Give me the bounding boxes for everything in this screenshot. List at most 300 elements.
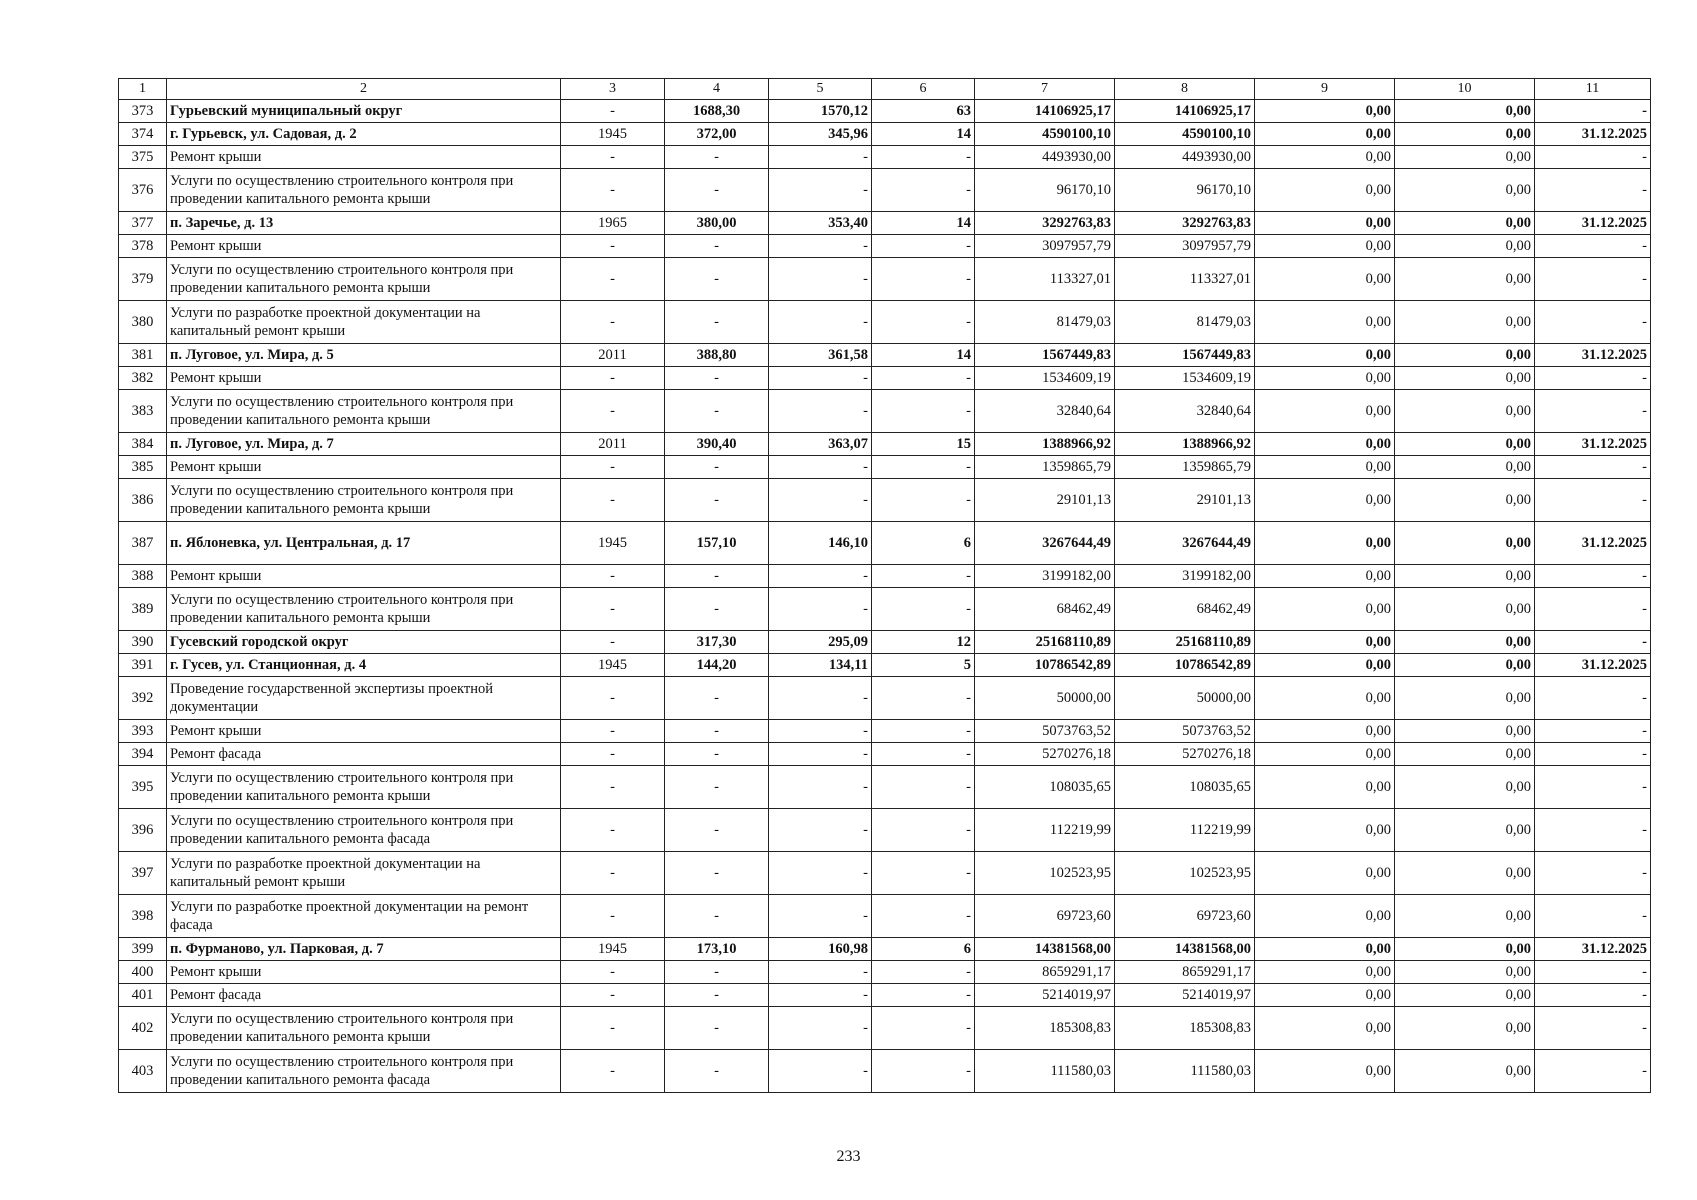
table-row [119,1050,1651,1093]
item-name-cell: Ремонт крыши [167,146,561,169]
residents-cell: 6 [872,938,975,961]
budget-cost-cell: 0,00 [1255,565,1395,588]
total-cost-cell: 3199182,00 [975,565,1115,588]
fund-cost-cell: 29101,13 [1115,479,1255,522]
table-row [119,588,1651,631]
column-header: 7 [975,79,1115,100]
total-area-cell: - [665,367,769,390]
row-number-cell: 402 [119,1007,167,1050]
fund-cost-cell: 5270276,18 [1115,743,1255,766]
year-cell: - [561,852,665,895]
row-number-cell: 381 [119,344,167,367]
column-header: 6 [872,79,975,100]
row-number-cell: 383 [119,390,167,433]
total-area-cell: - [665,235,769,258]
table-row [119,809,1651,852]
row-number-cell: 379 [119,258,167,301]
residents-cell: - [872,301,975,344]
item-name-cell: Ремонт фасада [167,984,561,1007]
total-cost-cell: 1388966,92 [975,433,1115,456]
table-row [119,743,1651,766]
fund-cost-cell: 14106925,17 [1115,100,1255,123]
deadline-cell: - [1535,1007,1651,1050]
year-cell: - [561,1007,665,1050]
table-row [119,344,1651,367]
other-cost-cell: 0,00 [1395,433,1535,456]
other-cost-cell: 0,00 [1395,984,1535,1007]
residents-cell: 14 [872,212,975,235]
budget-cost-cell: 0,00 [1255,938,1395,961]
table-row [119,938,1651,961]
living-area-cell: - [769,809,872,852]
item-name-cell: Ремонт крыши [167,720,561,743]
item-name-cell: Услуги по осуществлению строительного контроля при проведении капитального ремонта фасада [167,1050,561,1093]
fund-cost-cell: 185308,83 [1115,1007,1255,1050]
item-name-cell: Услуги по осуществлению строительного контроля при проведении капитального ремонта крыши [167,390,561,433]
total-cost-cell: 112219,99 [975,809,1115,852]
year-cell: 1945 [561,938,665,961]
other-cost-cell: 0,00 [1395,1050,1535,1093]
other-cost-cell: 0,00 [1395,852,1535,895]
row-number-cell: 373 [119,100,167,123]
fund-cost-cell: 111580,03 [1115,1050,1255,1093]
other-cost-cell: 0,00 [1395,522,1535,565]
budget-cost-cell: 0,00 [1255,766,1395,809]
deadline-cell: - [1535,301,1651,344]
deadline-cell: 31.12.2025 [1535,433,1651,456]
year-cell: - [561,301,665,344]
row-number-cell: 395 [119,766,167,809]
total-area-cell: - [665,720,769,743]
item-name-cell: п. Фурманово, ул. Парковая, д. 7 [167,938,561,961]
total-area-cell: - [665,984,769,1007]
total-cost-cell: 25168110,89 [975,631,1115,654]
table-row [119,1007,1651,1050]
deadline-cell: - [1535,631,1651,654]
total-area-cell: 144,20 [665,654,769,677]
total-cost-cell: 68462,49 [975,588,1115,631]
deadline-cell: 31.12.2025 [1535,938,1651,961]
total-cost-cell: 8659291,17 [975,961,1115,984]
table-row [119,766,1651,809]
living-area-cell: 353,40 [769,212,872,235]
year-cell: 1945 [561,522,665,565]
budget-cost-cell: 0,00 [1255,169,1395,212]
deadline-cell: 31.12.2025 [1535,123,1651,146]
deadline-cell: - [1535,390,1651,433]
living-area-cell: 363,07 [769,433,872,456]
other-cost-cell: 0,00 [1395,809,1535,852]
fund-cost-cell: 1359865,79 [1115,456,1255,479]
total-area-cell: - [665,961,769,984]
year-cell: - [561,479,665,522]
total-cost-cell: 5214019,97 [975,984,1115,1007]
total-area-cell: - [665,895,769,938]
budget-cost-cell: 0,00 [1255,720,1395,743]
budget-cost-cell: 0,00 [1255,852,1395,895]
total-area-cell: - [665,588,769,631]
other-cost-cell: 0,00 [1395,654,1535,677]
year-cell: - [561,677,665,720]
deadline-cell: - [1535,169,1651,212]
table-row [119,852,1651,895]
deadline-cell: - [1535,984,1651,1007]
residents-cell: - [872,809,975,852]
column-header: 5 [769,79,872,100]
table-row [119,301,1651,344]
living-area-cell: - [769,479,872,522]
table-row [119,169,1651,212]
total-cost-cell: 1567449,83 [975,344,1115,367]
living-area-cell: 345,96 [769,123,872,146]
residents-cell: - [872,1007,975,1050]
item-name-cell: г. Гусев, ул. Станционная, д. 4 [167,654,561,677]
total-area-cell: - [665,169,769,212]
other-cost-cell: 0,00 [1395,743,1535,766]
table-row [119,235,1651,258]
deadline-cell: - [1535,961,1651,984]
living-area-cell: - [769,743,872,766]
total-cost-cell: 3097957,79 [975,235,1115,258]
fund-cost-cell: 3097957,79 [1115,235,1255,258]
other-cost-cell: 0,00 [1395,123,1535,146]
table-row [119,654,1651,677]
total-cost-cell: 102523,95 [975,852,1115,895]
year-cell: - [561,588,665,631]
total-area-cell: - [665,390,769,433]
living-area-cell: - [769,146,872,169]
residents-cell: - [872,961,975,984]
item-name-cell: Гурьевский муниципальный округ [167,100,561,123]
item-name-cell: г. Гурьевск, ул. Садовая, д. 2 [167,123,561,146]
total-cost-cell: 113327,01 [975,258,1115,301]
column-number-header-row [119,79,1651,100]
total-cost-cell: 4590100,10 [975,123,1115,146]
fund-cost-cell: 68462,49 [1115,588,1255,631]
total-area-cell: - [665,479,769,522]
item-name-cell: Ремонт крыши [167,367,561,390]
fund-cost-cell: 4493930,00 [1115,146,1255,169]
repair-program-table [118,78,1651,1093]
column-header: 1 [119,79,167,100]
other-cost-cell: 0,00 [1395,961,1535,984]
other-cost-cell: 0,00 [1395,938,1535,961]
year-cell: - [561,169,665,212]
total-area-cell: - [665,456,769,479]
fund-cost-cell: 5214019,97 [1115,984,1255,1007]
item-name-cell: Услуги по осуществлению строительного контроля при проведении капитального ремонта крыши [167,1007,561,1050]
item-name-cell: Ремонт крыши [167,235,561,258]
living-area-cell: - [769,235,872,258]
total-area-cell: - [665,766,769,809]
row-number-cell: 391 [119,654,167,677]
other-cost-cell: 0,00 [1395,212,1535,235]
living-area-cell: - [769,258,872,301]
table-row [119,390,1651,433]
table-row [119,100,1651,123]
row-number-cell: 394 [119,743,167,766]
living-area-cell: - [769,984,872,1007]
budget-cost-cell: 0,00 [1255,100,1395,123]
table-row [119,367,1651,390]
deadline-cell: 31.12.2025 [1535,212,1651,235]
fund-cost-cell: 8659291,17 [1115,961,1255,984]
budget-cost-cell: 0,00 [1255,809,1395,852]
row-number-cell: 376 [119,169,167,212]
deadline-cell: - [1535,743,1651,766]
table-row [119,984,1651,1007]
table-row [119,212,1651,235]
year-cell: - [561,565,665,588]
other-cost-cell: 0,00 [1395,146,1535,169]
residents-cell: - [872,720,975,743]
year-cell: 1965 [561,212,665,235]
year-cell: 2011 [561,433,665,456]
item-name-cell: Услуги по осуществлению строительного контроля при проведении капитального ремонта крыши [167,258,561,301]
living-area-cell: 361,58 [769,344,872,367]
budget-cost-cell: 0,00 [1255,1007,1395,1050]
year-cell: - [561,235,665,258]
living-area-cell: 146,10 [769,522,872,565]
table-row [119,123,1651,146]
total-area-cell: - [665,565,769,588]
year-cell: - [561,743,665,766]
year-cell: - [561,720,665,743]
other-cost-cell: 0,00 [1395,456,1535,479]
budget-cost-cell: 0,00 [1255,677,1395,720]
item-name-cell: Услуги по осуществлению строительного контроля при проведении капитального ремонта фасада [167,809,561,852]
residents-cell: 6 [872,522,975,565]
row-number-cell: 387 [119,522,167,565]
deadline-cell: - [1535,479,1651,522]
budget-cost-cell: 0,00 [1255,258,1395,301]
residents-cell: - [872,984,975,1007]
other-cost-cell: 0,00 [1395,258,1535,301]
budget-cost-cell: 0,00 [1255,433,1395,456]
page-number: 233 [836,1148,861,1165]
item-name-cell: Ремонт крыши [167,565,561,588]
living-area-cell: - [769,367,872,390]
fund-cost-cell: 10786542,89 [1115,654,1255,677]
total-area-cell: 317,30 [665,631,769,654]
total-cost-cell: 108035,65 [975,766,1115,809]
total-area-cell: - [665,301,769,344]
total-area-cell: 390,40 [665,433,769,456]
row-number-cell: 397 [119,852,167,895]
total-cost-cell: 1534609,19 [975,367,1115,390]
fund-cost-cell: 14381568,00 [1115,938,1255,961]
living-area-cell: - [769,169,872,212]
living-area-cell: - [769,565,872,588]
living-area-cell: 160,98 [769,938,872,961]
residents-cell: - [872,677,975,720]
total-area-cell: - [665,852,769,895]
other-cost-cell: 0,00 [1395,169,1535,212]
budget-cost-cell: 0,00 [1255,895,1395,938]
column-header: 3 [561,79,665,100]
year-cell: - [561,258,665,301]
column-header: 9 [1255,79,1395,100]
table-row [119,677,1651,720]
row-number-cell: 388 [119,565,167,588]
total-area-cell: - [665,1007,769,1050]
other-cost-cell: 0,00 [1395,344,1535,367]
fund-cost-cell: 5073763,52 [1115,720,1255,743]
fund-cost-cell: 113327,01 [1115,258,1255,301]
budget-cost-cell: 0,00 [1255,212,1395,235]
item-name-cell: п. Луговое, ул. Мира, д. 5 [167,344,561,367]
row-number-cell: 374 [119,123,167,146]
item-name-cell: п. Яблоневка, ул. Центральная, д. 17 [167,522,561,565]
total-cost-cell: 111580,03 [975,1050,1115,1093]
other-cost-cell: 0,00 [1395,367,1535,390]
total-cost-cell: 5073763,52 [975,720,1115,743]
item-name-cell: Услуги по осуществлению строительного контроля при проведении капитального ремонта крыши [167,766,561,809]
total-area-cell: - [665,258,769,301]
deadline-cell: - [1535,235,1651,258]
item-name-cell: Услуги по осуществлению строительного контроля при проведении капитального ремонта крыши [167,169,561,212]
year-cell: 1945 [561,123,665,146]
row-number-cell: 389 [119,588,167,631]
budget-cost-cell: 0,00 [1255,1050,1395,1093]
total-area-cell: - [665,809,769,852]
total-area-cell: 372,00 [665,123,769,146]
column-header: 10 [1395,79,1535,100]
total-area-cell: - [665,677,769,720]
row-number-cell: 399 [119,938,167,961]
item-name-cell: Услуги по осуществлению строительного контроля при проведении капитального ремонта крыши [167,479,561,522]
residents-cell: - [872,367,975,390]
row-number-cell: 378 [119,235,167,258]
residents-cell: - [872,588,975,631]
deadline-cell: - [1535,809,1651,852]
living-area-cell: - [769,301,872,344]
budget-cost-cell: 0,00 [1255,123,1395,146]
item-name-cell: Ремонт крыши [167,456,561,479]
other-cost-cell: 0,00 [1395,479,1535,522]
year-cell: 1945 [561,654,665,677]
fund-cost-cell: 3292763,83 [1115,212,1255,235]
living-area-cell: 1570,12 [769,100,872,123]
total-cost-cell: 81479,03 [975,301,1115,344]
budget-cost-cell: 0,00 [1255,367,1395,390]
residents-cell: 63 [872,100,975,123]
table-row [119,522,1651,565]
budget-cost-cell: 0,00 [1255,631,1395,654]
total-cost-cell: 3267644,49 [975,522,1115,565]
residents-cell: 12 [872,631,975,654]
budget-cost-cell: 0,00 [1255,301,1395,344]
year-cell: - [561,367,665,390]
living-area-cell: - [769,961,872,984]
fund-cost-cell: 4590100,10 [1115,123,1255,146]
total-area-cell: 157,10 [665,522,769,565]
total-cost-cell: 10786542,89 [975,654,1115,677]
column-header: 11 [1535,79,1651,100]
budget-cost-cell: 0,00 [1255,146,1395,169]
item-name-cell: Услуги по осуществлению строительного контроля при проведении капитального ремонта крыши [167,588,561,631]
year-cell: - [561,961,665,984]
total-area-cell: 380,00 [665,212,769,235]
total-area-cell: - [665,1050,769,1093]
year-cell: - [561,809,665,852]
fund-cost-cell: 81479,03 [1115,301,1255,344]
year-cell: - [561,146,665,169]
row-number-cell: 377 [119,212,167,235]
residents-cell: - [872,766,975,809]
residents-cell: - [872,146,975,169]
row-number-cell: 390 [119,631,167,654]
residents-cell: - [872,258,975,301]
total-cost-cell: 14381568,00 [975,938,1115,961]
total-area-cell: 173,10 [665,938,769,961]
deadline-cell: - [1535,565,1651,588]
budget-cost-cell: 0,00 [1255,522,1395,565]
row-number-cell: 401 [119,984,167,1007]
other-cost-cell: 0,00 [1395,588,1535,631]
residents-cell: 5 [872,654,975,677]
residents-cell: - [872,456,975,479]
total-area-cell: - [665,146,769,169]
row-number-cell: 393 [119,720,167,743]
table-row [119,258,1651,301]
other-cost-cell: 0,00 [1395,100,1535,123]
row-number-cell: 380 [119,301,167,344]
table-row [119,479,1651,522]
fund-cost-cell: 102523,95 [1115,852,1255,895]
fund-cost-cell: 1388966,92 [1115,433,1255,456]
item-name-cell: Услуги по разработке проектной документации на ремонт фасада [167,895,561,938]
row-number-cell: 398 [119,895,167,938]
living-area-cell: - [769,1007,872,1050]
residents-cell: 14 [872,123,975,146]
year-cell: - [561,631,665,654]
living-area-cell: 295,09 [769,631,872,654]
year-cell: 2011 [561,344,665,367]
residents-cell: - [872,169,975,212]
column-header: 4 [665,79,769,100]
other-cost-cell: 0,00 [1395,631,1535,654]
item-name-cell: Проведение государственной экспертизы проектной документации [167,677,561,720]
other-cost-cell: 0,00 [1395,720,1535,743]
living-area-cell: - [769,456,872,479]
fund-cost-cell: 25168110,89 [1115,631,1255,654]
row-number-cell: 403 [119,1050,167,1093]
fund-cost-cell: 32840,64 [1115,390,1255,433]
total-cost-cell: 96170,10 [975,169,1115,212]
residents-cell: - [872,390,975,433]
total-cost-cell: 69723,60 [975,895,1115,938]
total-cost-cell: 29101,13 [975,479,1115,522]
residents-cell: 14 [872,344,975,367]
residents-cell: - [872,1050,975,1093]
living-area-cell: - [769,677,872,720]
fund-cost-cell: 3199182,00 [1115,565,1255,588]
deadline-cell: - [1535,720,1651,743]
row-number-cell: 396 [119,809,167,852]
budget-cost-cell: 0,00 [1255,743,1395,766]
budget-cost-cell: 0,00 [1255,588,1395,631]
total-area-cell: 1688,30 [665,100,769,123]
residents-cell: - [872,743,975,766]
residents-cell: - [872,565,975,588]
item-name-cell: п. Луговое, ул. Мира, д. 7 [167,433,561,456]
other-cost-cell: 0,00 [1395,766,1535,809]
deadline-cell: 31.12.2025 [1535,344,1651,367]
item-name-cell: п. Заречье, д. 13 [167,212,561,235]
item-name-cell: Услуги по разработке проектной документации на капитальный ремонт крыши [167,852,561,895]
other-cost-cell: 0,00 [1395,1007,1535,1050]
